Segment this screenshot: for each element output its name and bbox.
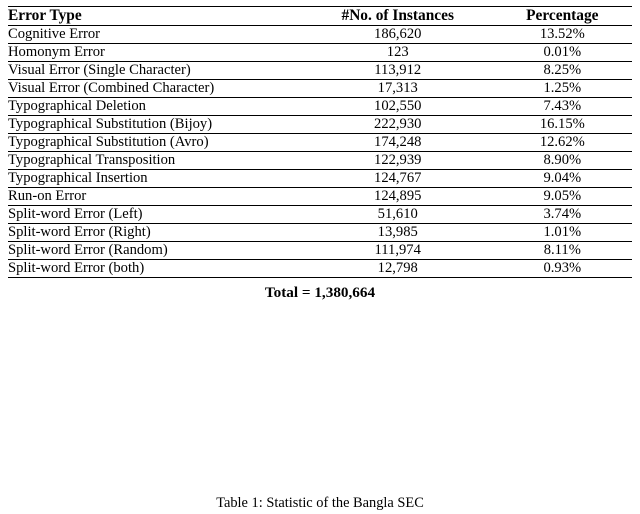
table-row — [8, 26, 632, 44]
table-row — [8, 44, 632, 62]
cell-percentage: 16.15% — [493, 116, 632, 134]
table-caption: Table 1: Statistic of the Bangla SEC — [216, 495, 424, 511]
cell-error-type: Split-word Error (Right) — [8, 224, 303, 242]
cell-instances: 102,550 — [303, 98, 493, 116]
cell-instances: 186,620 — [303, 26, 493, 44]
table-row — [8, 188, 632, 206]
cell-error-type: Cognitive Error — [8, 26, 303, 44]
total-label: Total = 1,380,664 — [8, 278, 632, 310]
cell-instances: 12,798 — [303, 260, 493, 278]
cell-percentage: 3.74% — [493, 206, 632, 224]
cell-error-type: Run-on Error — [8, 188, 303, 206]
column-header-instances: #No. of Instances — [303, 7, 493, 26]
table-header — [8, 7, 632, 26]
cell-error-type: Typographical Substitution (Avro) — [8, 134, 303, 152]
table-row — [8, 242, 632, 260]
cell-percentage: 0.01% — [493, 44, 632, 62]
column-header-error-type: Error Type — [8, 7, 303, 26]
cell-error-type: Typographical Deletion — [8, 98, 303, 116]
table-row — [8, 80, 632, 98]
table-row — [8, 62, 632, 80]
cell-instances: 123 — [303, 44, 493, 62]
cell-percentage: 1.01% — [493, 224, 632, 242]
cell-percentage: 13.52% — [493, 26, 632, 44]
table-row — [8, 98, 632, 116]
cell-instances: 174,248 — [303, 134, 493, 152]
cell-instances: 13,985 — [303, 224, 493, 242]
table-row — [8, 116, 632, 134]
cell-error-type: Split-word Error (Random) — [8, 242, 303, 260]
cell-percentage: 8.11% — [493, 242, 632, 260]
table-row — [8, 134, 632, 152]
paper-table-figure — [0, 6, 640, 514]
statistics-table — [8, 6, 632, 309]
table-row — [8, 260, 632, 278]
cell-error-type: Visual Error (Single Character) — [8, 62, 303, 80]
column-header-percentage: Percentage — [493, 7, 632, 26]
cell-error-type: Visual Error (Combined Character) — [8, 80, 303, 98]
cell-error-type: Homonym Error — [8, 44, 303, 62]
cell-percentage: 1.25% — [493, 80, 632, 98]
table-row — [8, 170, 632, 188]
table-row — [8, 152, 632, 170]
cell-percentage: 12.62% — [493, 134, 632, 152]
cell-instances: 124,767 — [303, 170, 493, 188]
cell-percentage: 0.93% — [493, 260, 632, 278]
cell-error-type: Typographical Insertion — [8, 170, 303, 188]
cell-error-type: Split-word Error (both) — [8, 260, 303, 278]
table-total-row — [8, 278, 632, 310]
cell-percentage: 8.25% — [493, 62, 632, 80]
cell-error-type: Typographical Substitution (Bijoy) — [8, 116, 303, 134]
cell-instances: 113,912 — [303, 62, 493, 80]
cell-percentage: 8.90% — [493, 152, 632, 170]
cell-instances: 51,610 — [303, 206, 493, 224]
cell-instances: 122,939 — [303, 152, 493, 170]
cell-instances: 17,313 — [303, 80, 493, 98]
cell-instances: 124,895 — [303, 188, 493, 206]
table-body — [8, 26, 632, 310]
cell-percentage: 9.04% — [493, 170, 632, 188]
cell-percentage: 9.05% — [493, 188, 632, 206]
table-row — [8, 224, 632, 242]
cell-percentage: 7.43% — [493, 98, 632, 116]
cell-error-type: Split-word Error (Left) — [8, 206, 303, 224]
table-row — [8, 206, 632, 224]
cell-instances: 111,974 — [303, 242, 493, 260]
cell-error-type: Typographical Transposition — [8, 152, 303, 170]
table-header-row — [8, 7, 632, 26]
cell-instances: 222,930 — [303, 116, 493, 134]
